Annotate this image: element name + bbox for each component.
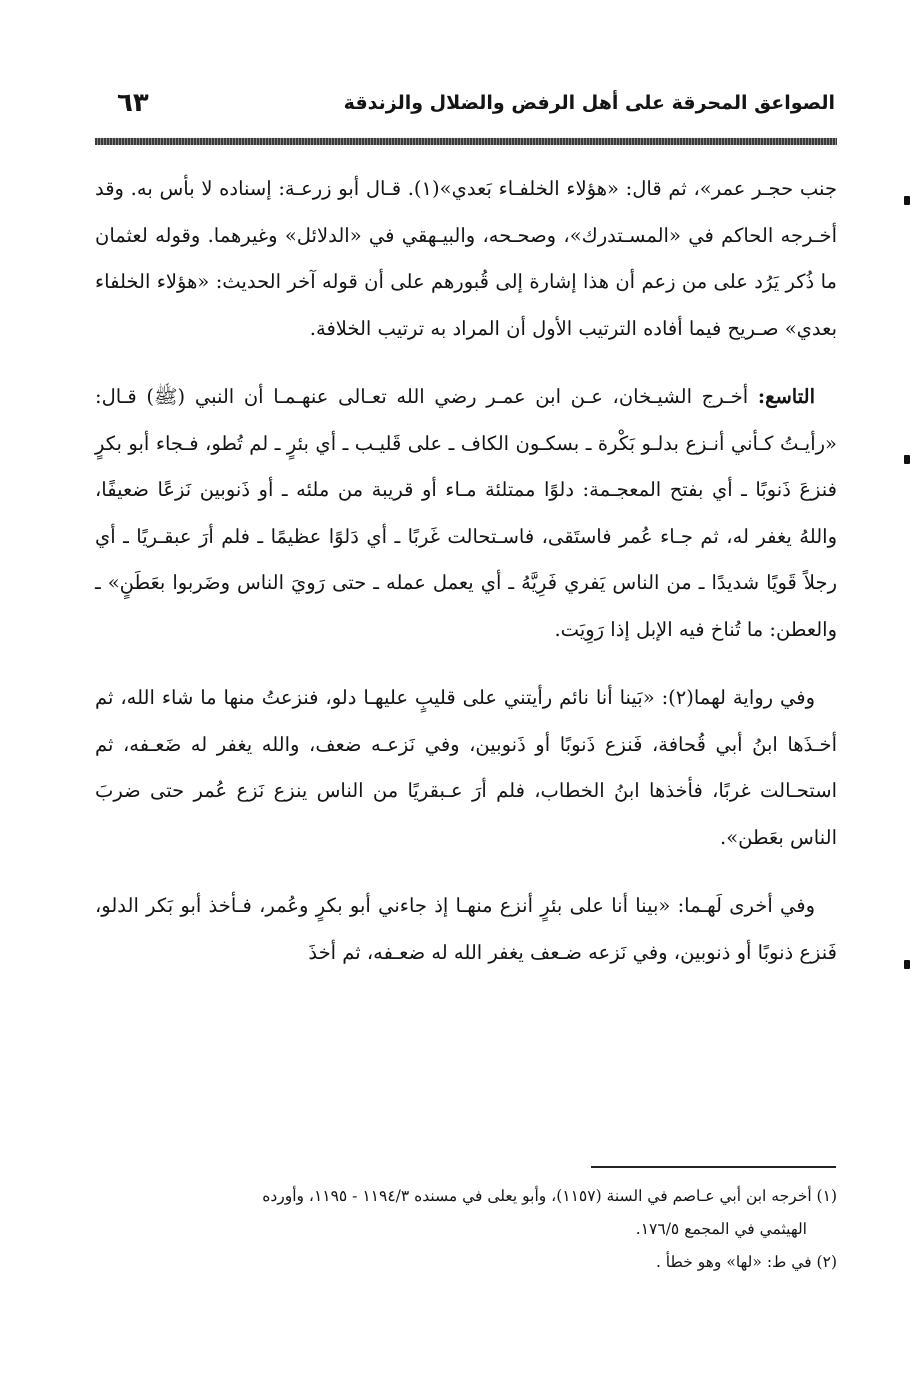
section-lead: التاسع: <box>757 385 815 408</box>
footnote-1-continued: الهيثمي في المجمع ١٧٦/٥. <box>635 1220 807 1238</box>
footnote-rule <box>591 1166 836 1168</box>
footnote-2: (٢) في ط: «لها» وهو خطأ . <box>655 1253 837 1271</box>
margin-mark <box>904 196 910 205</box>
page-number: ٦٣ <box>117 88 149 118</box>
page-header <box>95 88 835 128</box>
paragraph-2-text: أخـرج الشيـخان، عـن ابن عمـر رضي الله تعـالى عنهـمـا أن النبي (ﷺ) قـال: «رأيـتُ كـأني أنـزع بدلـو بَكْرة ـ بسكـون الكاف ـ على قَليـب ـ أي بئرٍ ـ لم تُطو، فـجاء أبو بكرٍ فنزعَ ذَنوبًا ـ أي بفتح المعجـمة: دلوًا ممتلئة مـاء أو قريبة من ملئه ـ أو ذَنوبين نَزعًا ضعيفًا، واللهُ يغفر له، ثم جـاء عُمر فاستَقى، فاسـتحالت غَربًا ـ أي دَلوًا عظيمًا ـ فلم أرَ عبقـريًا ـ أي رجلاً قَويًا شديدًا ـ من الناس يَفري فَرِيَّهُ ـ أي يعمل عمله ـ حتى رَويَ الناس وضَربوا بعَطَنٍ» ـ والعطن: ما تُناخ فيه الإبل إذا رَوِيَت. <box>95 385 837 641</box>
main-text <box>95 166 837 998</box>
footnote-1: (١) أخرجه ابن أبي عـاصم في السنة (١١٥٧)، وأبو يعلى في مسنده ١١٩٤/٣ - ١١٩٥، وأورده <box>262 1187 837 1205</box>
footnotes <box>95 1180 837 1279</box>
margin-mark <box>904 455 910 464</box>
header-rule <box>95 138 837 145</box>
paragraph-4: وفي أخرى لَهـما: «بينا أنا على بئرٍ أنزع منهـا إذ جاءني أبو بكرٍ وعُمر، فـأخذ أبو بَكر الدلو، فَنزع ذنوبًا أو ذنوبين، وفي نَزعه ضـعف يغفر الله له ضعـفه، ثم أخذَ <box>95 894 837 964</box>
paragraph-3: وفي رواية لهما(٢): «بَينا أنا نائم رأيتني على قليبٍ عليهـا دلو، فنزعتُ منها ما شاء الله، ثم أخـذَها ابنُ أبي قُحافة، فَنزع ذَنوبًا أو ذَنوبين، وفي نَزعـه ضعف، والله يغفر له ضَعـفه، ثم استحـالت غربًا، فأخذها ابنُ الخطاب، فلم أرَ عـبقريًا من الناس ينزع نَزع عُمر حتى ضربَ الناس بعَطن». <box>95 686 837 849</box>
margin-mark <box>904 960 910 969</box>
running-title: الصواعق المحرقة على أهل الرفض والضلال والزندقة <box>343 92 835 114</box>
paragraph-1: جنب حجـر عمر»، ثم قال: «هؤلاء الخلفـاء بَعدي»(١). قـال أبو زرعـة: إسناده لا بأس به. وقد أخـرجه الحاكم في «المسـتدرك»، وصحـحه، والبيـهقي في «الدلائل» وغيرهما. وقوله لعثمان ما ذُكر يَرُد على من زعم أن هذا إشارة إلى قُبورهم على أن قوله آخر الحديث: «هؤلاء الخلفاء بعدي» صـريح فيما أفاده الترتيب الأول أن المراد به ترتيب الخلافة. <box>95 177 837 340</box>
paragraph-2 <box>95 374 837 653</box>
